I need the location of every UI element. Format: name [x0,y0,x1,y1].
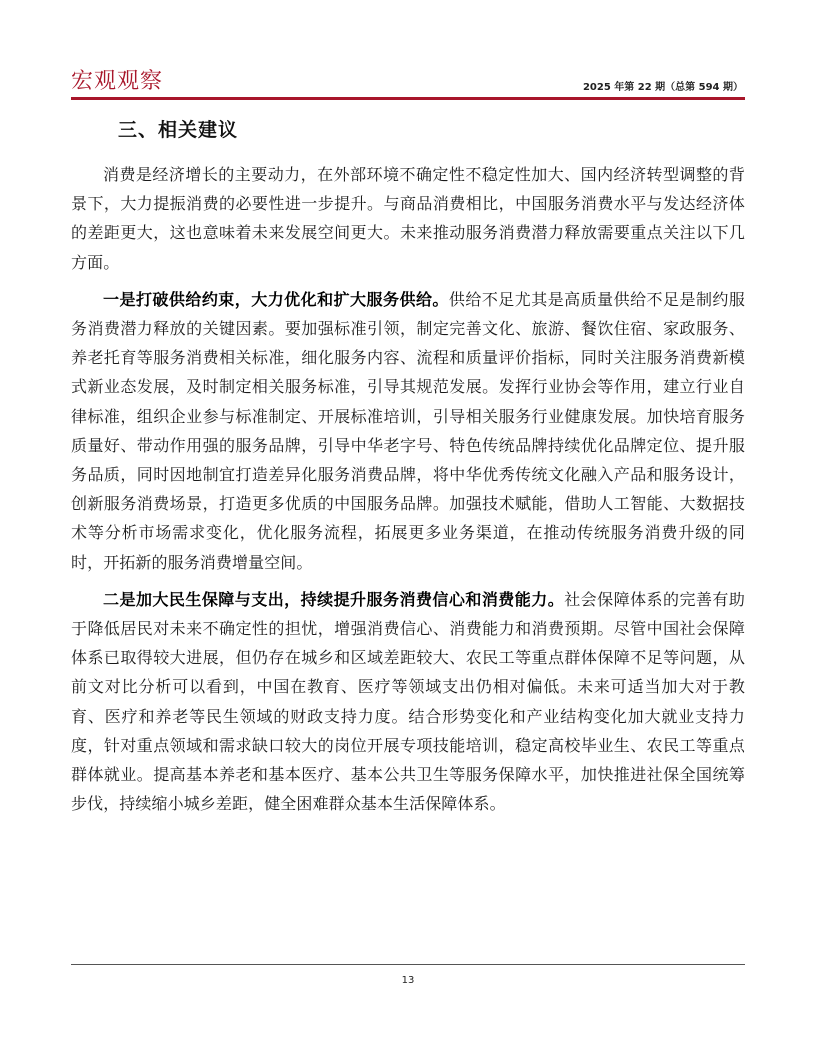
paragraph-lead: 二是加大民生保障与支出，持续提升服务消费信心和消费能力。 [103,589,565,609]
publication-brand: 宏观观察 [71,69,164,94]
page-header [71,66,745,100]
issue-number: 2025 年第 22 期（总第 594 期） [582,82,743,93]
paragraph-text: 供给不足尤其是高质量供给不足是制约服务消费潜力释放的关键因素。要加强标准引领，制定完善文化、旅游、餐饮住宿、家政服务、养老托育等服务消费相关标准，细化服务内容、流程和质量评价指标，同时关注服务消费新模式新业态发展，及时制定相关服务标准，引导其规范发展。发挥行业协会等作用，建立行业自律标准，组织企业参与标准制定、开展标准培训，引导相关服务行业健康发展。加快培育服务质量好、带动作用强的服务品牌，引导中华老字号、特色传统品牌持续优化品牌定位、提升服务品质，同时因地制宜打造差异化服务消费品牌，将中华优秀传统文化融入产品和服务设计，创新服务消费场景，打造更多优质的中国服务品牌。加强技术赋能，借助人工智能、大数据技术等分析市场需求变化，优化服务流程，拓展更多业务渠道，在推动传统服务消费升级的同时，开拓新的服务消费增量空间。 [71,289,745,572]
paragraph-text: 社会保障体系的完善有助于降低居民对未来不确定性的担忧，增强消费信心、消费能力和消费预期。尽管中国社会保障体系已取得较大进展，但仍存在城乡和区域差距较大、农民工等重点群体保障不足等问题，从前文对比分析可以看到，中国在教育、医疗等领域支出仍相对偏低。未来可适当加大对于教育、医疗和养老等民生领域的财政支持力度。结合形势变化和产业结构变化加大就业支持力度，针对重点领域和需求缺口较大的岗位开展专项技能培训，稳定高校毕业生、农民工等重点群体就业。提高基本养老和基本医疗、基本公共卫生等服务保障水平，加快推进社保全国统筹步伐，持续缩小城乡差距，健全困难群众基本生活保障体系。 [71,589,745,814]
paragraph-intro [71,160,745,277]
paragraph-welfare [71,585,745,819]
section-title: 三、相关建议 [118,119,239,141]
paragraph-lead: 一是打破供给约束，大力优化和扩大服务供给。 [103,289,449,309]
page-number: 13 [401,975,415,986]
header-divider [71,97,745,100]
paragraph-text: 消费是经济增长的主要动力，在外部环境不确定性不稳定性加大、国内经济转型调整的背景下，大力提振消费的必要性进一步提升。与商品消费相比，中国服务消费水平与发达经济体的差距更大，这也意味着未来发展空间更大。未来推动服务消费潜力释放需要重点关注以下几方面。 [71,165,745,272]
footer-divider [71,964,745,965]
paragraph-supply [71,285,745,577]
body-content [71,160,745,826]
